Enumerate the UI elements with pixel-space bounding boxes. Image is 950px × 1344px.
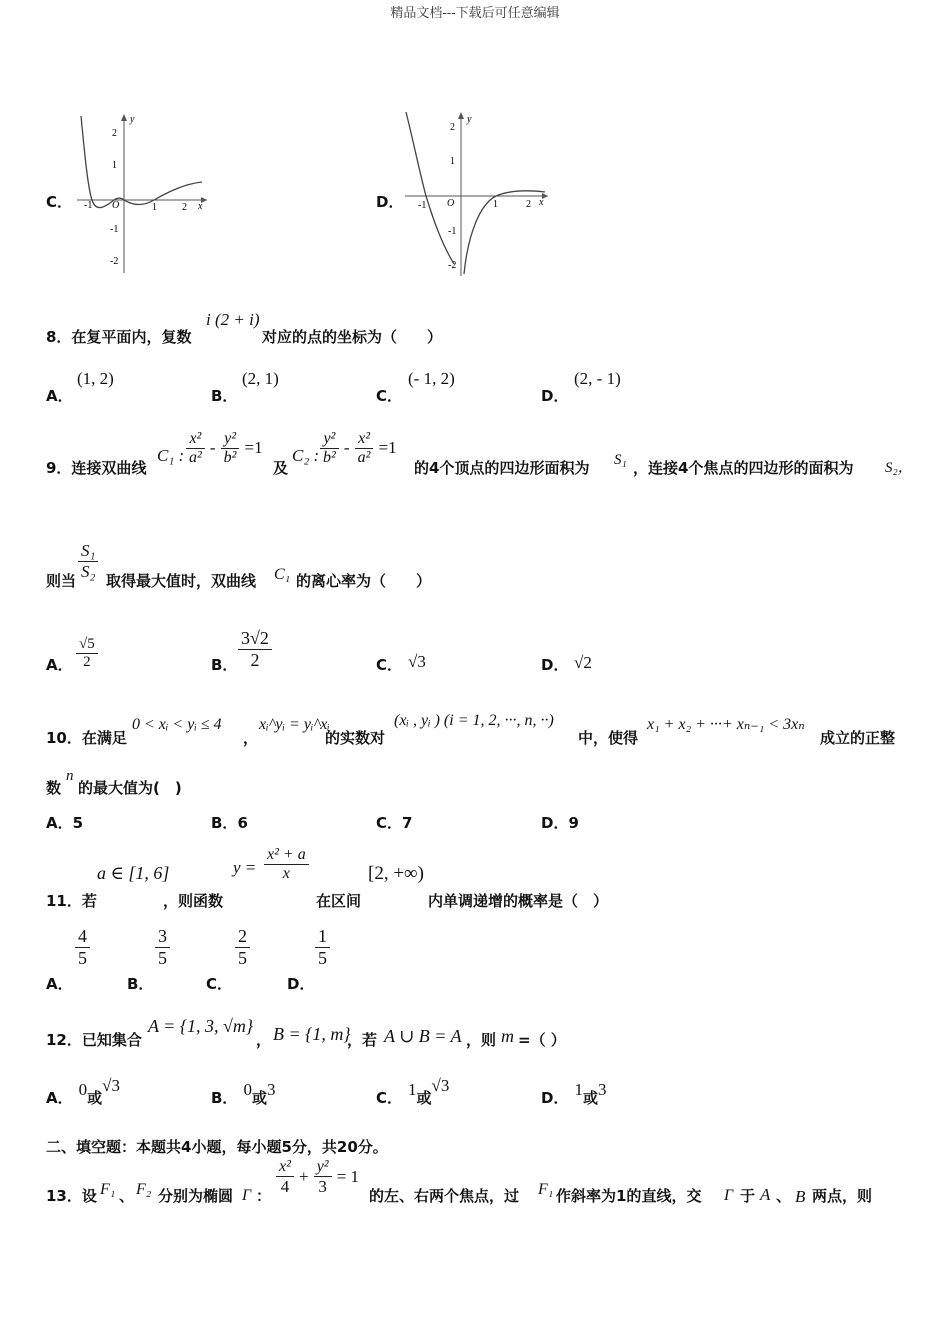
q9-s2: S₂， xyxy=(885,460,913,476)
x-tick: -1 xyxy=(84,200,93,211)
graph-c xyxy=(72,108,212,278)
q11-option-a-label: A． xyxy=(46,975,73,993)
q11-option-c-label: C． xyxy=(206,975,233,993)
q9-stem: 9．连接双曲线 xyxy=(46,459,147,477)
q9-option-c-value: √3 xyxy=(408,652,426,671)
q13-b: B xyxy=(795,1187,806,1206)
q8-option-b-value: (2, 1) xyxy=(242,369,279,388)
q8-expr: i (2 + i) xyxy=(206,310,260,329)
curve-d-left xyxy=(406,112,457,264)
y-tick: -1 xyxy=(448,226,457,237)
q13-mid4: 于 xyxy=(740,1187,756,1205)
x-tick: -1 xyxy=(418,200,427,211)
curve-d-right xyxy=(464,191,545,274)
q13-gamma2: Γ xyxy=(724,1187,734,1204)
q10-tail: 成立的正整 xyxy=(820,729,896,747)
origin-label: O xyxy=(112,200,120,211)
y-axis-label: y xyxy=(130,114,135,125)
q12-stem: 12．已知集合 xyxy=(46,1031,142,1049)
q12-tail: =（ ） xyxy=(518,1031,566,1049)
q10-line2n: n xyxy=(66,768,74,784)
q8-option-b-label: B． xyxy=(211,387,238,405)
q12-option-d: D． 1或3 xyxy=(541,1080,607,1107)
q11-option-a-value: $\frac{4}{5}$ xyxy=(75,926,90,969)
curve-c xyxy=(81,116,202,208)
q9-c2: C₂ : xyxy=(292,446,320,465)
q11-option-d-label: D． xyxy=(287,975,315,993)
q10-option-b: B．6 xyxy=(211,814,248,832)
q9-mid2: ，连接4个焦点的四边形的面积为 xyxy=(633,459,854,477)
q10-stem: 10．在满足 xyxy=(46,729,127,747)
y-tick: 2 xyxy=(450,122,455,133)
q13-ellipse: $\frac{\text{x²}}{4}$ + $\frac{\text{y²}}{3}$ = 1 xyxy=(276,1158,359,1197)
q9-line2c: C₁ xyxy=(274,566,291,583)
q12-setB: B = {1, m} xyxy=(273,1024,351,1044)
x-tick: 2 xyxy=(526,199,531,210)
q11-mid: ，则函数 xyxy=(163,892,224,910)
q8-option-a-label: A． xyxy=(46,387,73,405)
y-tick: 1 xyxy=(112,160,117,171)
q11-func-frac: $\frac{\text{x² + a}}{x}$ xyxy=(264,846,309,883)
y-tick: 2 xyxy=(112,128,117,139)
q13-tail: 两点，则 xyxy=(812,1187,873,1205)
q12-option-a: A． 0或√3 xyxy=(46,1076,120,1107)
q12-mid: ，若 xyxy=(347,1031,378,1049)
x-axis-label: x xyxy=(198,201,203,212)
q13-sep2: 、 xyxy=(776,1187,792,1205)
q13-gamma: Γ xyxy=(242,1187,252,1204)
q11-interval: [2, +∞) xyxy=(368,863,424,884)
q10-cond1: 0 < xᵢ < yᵢ ≤ 4 xyxy=(132,716,222,733)
q12-setA: A = {1, 3, √m} xyxy=(148,1016,254,1036)
q12-m: m xyxy=(501,1026,514,1046)
q9-hyperbola-1: $\frac{\text{x²}}{\text{a²}}$ - $\frac{\text{y²}}{\text{b²}}$ =1 xyxy=(186,430,263,467)
q10-cond2: xᵢ^yᵢ = yᵢ^xᵢ xyxy=(259,716,330,733)
q9-option-a-label: A． xyxy=(46,656,73,674)
y-tick: -2 xyxy=(448,260,457,271)
q8-tail: 对应的点的坐标为（ ） xyxy=(262,328,443,346)
q11-mid2: 在区间 xyxy=(316,892,362,910)
q9-option-d-label: D． xyxy=(541,656,569,674)
q9-c1: C₁ : xyxy=(157,446,185,465)
q11-option-d-value: $\frac{1}{5}$ xyxy=(315,926,330,969)
q13-colon: ： xyxy=(256,1187,272,1205)
y-axis-arrow xyxy=(458,112,464,119)
q11-cond: a ∈ [1, 6] xyxy=(97,863,170,883)
q9-line2d: 的离心率为（ ） xyxy=(296,572,432,590)
q12-cond: A ∪ B = A xyxy=(384,1026,462,1046)
q13-stem: 13．设 xyxy=(46,1187,97,1205)
q9-s1: S₁ xyxy=(614,452,627,468)
x-axis-label: x xyxy=(539,197,544,208)
q11-option-c-value: $\frac{2}{5}$ xyxy=(235,926,250,969)
q11-option-b-value: $\frac{3}{5}$ xyxy=(155,926,170,969)
q11-func-y: y = xyxy=(233,858,257,877)
q11-tail: 内单调递增的概率是（ ） xyxy=(428,892,609,910)
q9-option-c-label: C． xyxy=(376,656,403,674)
q8-option-d-label: D． xyxy=(541,387,569,405)
y-axis-arrow xyxy=(121,114,127,121)
q10-option-c: C．7 xyxy=(376,814,413,832)
q10-ineq: x₁ + x₂ + ···+ xₙ₋₁ < 3xₙ xyxy=(647,716,805,733)
x-tick: 1 xyxy=(152,202,157,213)
q8-option-c-value: (- 1, 2) xyxy=(408,369,455,388)
q12-c1: ， xyxy=(256,1031,272,1049)
q10-pair: (xᵢ , yᵢ ) (i = 1, 2, ···, n, ··) xyxy=(394,712,554,729)
q9-ratio: $\frac{\text{S₁}}{\text{S₂}}$ xyxy=(78,541,98,582)
q9-option-d-value: √2 xyxy=(574,653,592,672)
q13-mid2: 的左、右两个焦点，过 xyxy=(369,1187,520,1205)
q8-option-a-value: (1, 2) xyxy=(77,369,114,388)
q12-mid2: ，则 xyxy=(466,1031,497,1049)
q8-option-c-label: C． xyxy=(376,387,403,405)
q9-mid: 的4个顶点的四边形面积为 xyxy=(414,459,590,477)
q9-option-b-value: $\frac{3√2}{2}$ xyxy=(238,628,272,671)
q10-mid2: 中，使得 xyxy=(578,729,639,747)
origin-label: O xyxy=(447,198,455,209)
y-tick: 1 xyxy=(450,156,455,167)
q9-line2b: 取得最大值时，双曲线 xyxy=(106,572,257,590)
q9-option-b-label: B． xyxy=(211,656,238,674)
graph-d xyxy=(400,104,555,280)
q11-stem: 11．若 xyxy=(46,892,97,910)
x-tick: 2 xyxy=(182,202,187,213)
q13-a: A xyxy=(760,1185,771,1204)
q9-option-a-value: $\frac{√5}{2}$ xyxy=(76,636,98,671)
q13-mid3: 作斜率为1的直线，交 xyxy=(556,1187,702,1205)
q13-f2: F₂ xyxy=(136,1181,152,1198)
q12-option-b: B． 0或3 xyxy=(211,1080,276,1107)
q10-mid: 的实数对 xyxy=(325,729,386,747)
y-tick: -2 xyxy=(110,256,119,267)
option-d-label: D． xyxy=(376,193,404,211)
q11-option-b-label: B． xyxy=(127,975,154,993)
option-c-label: C． xyxy=(46,193,73,211)
y-axis-label: y xyxy=(467,114,472,125)
q10-option-d: D．9 xyxy=(541,814,579,832)
q13-mid: 分别为椭圆 xyxy=(158,1187,234,1205)
q13-f1: F₁ xyxy=(100,1181,116,1198)
y-tick: -1 xyxy=(110,224,119,235)
q10-line2a: 数 xyxy=(46,779,62,797)
q13-f1b: F₁ xyxy=(538,1181,554,1198)
q10-comma: ， xyxy=(243,729,259,747)
q12-option-c: C． 1或√3 xyxy=(376,1076,450,1107)
q8-stem: 8．在复平面内，复数 xyxy=(46,328,192,346)
q9-line2a: 则当 xyxy=(46,572,77,590)
q8-option-d-value: (2, - 1) xyxy=(574,369,621,388)
q9-and: 及 xyxy=(273,459,289,477)
section-2-heading: 二、填空题：本题共4小题，每小题5分，共20分。 xyxy=(46,1138,388,1156)
q10-line2b: 的最大值为( ) xyxy=(78,779,182,797)
q9-hyperbola-2: $\frac{\text{y²}}{\text{b²}}$ - $\frac{\text{x²}}{\text{a²}}$ =1 xyxy=(320,430,397,467)
q10-option-a: A．5 xyxy=(46,814,84,832)
q13-sep: 、 xyxy=(119,1187,135,1205)
page-header: 精品文档---下载后可任意编辑 xyxy=(390,6,560,21)
x-tick: 1 xyxy=(493,199,498,210)
